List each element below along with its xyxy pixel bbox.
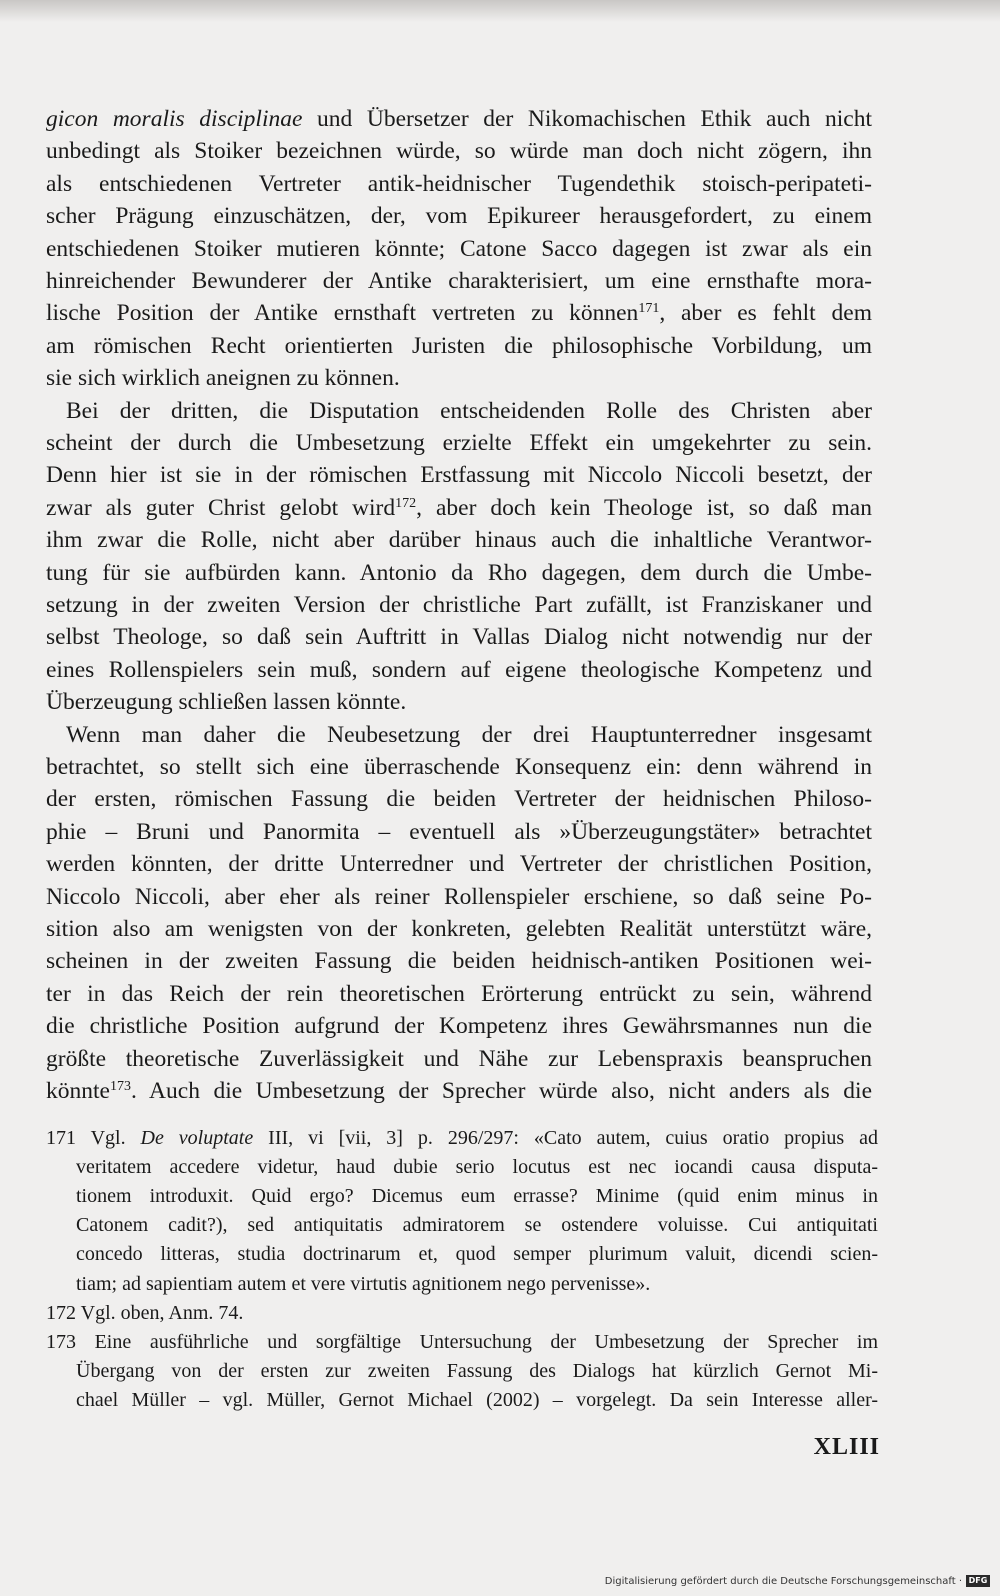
footnote-line: Übergang von der ersten zur zweiten Fassung des Dialogs hat kürzlich Gernot Mi- [76,1359,878,1382]
text-line: sie sich wirklich aneignen zu können. [46,365,400,392]
text-line: sition also am wenigsten von der konkreten, gelebten Realität unterstützt wäre, [46,916,872,942]
text-line: unbedingt als Stoiker bezeichnen würde, so würde man doch nicht zögern, ihn [46,138,872,165]
text-line: entschiedenen Stoiker mutieren könnte; Catone Sacco dagegen ist zwar als ein [46,235,872,262]
text-line: hinreichender Bewunderer der Antike charakterisiert, um eine ernsthafte mora- [46,268,872,294]
digitization-credit: Digitalisierung gefördert durch die Deutsche Forschungsgemeinschaft · [604,1576,962,1587]
footnote-line: 173 Eine ausführliche und sorgfältige Untersuchung der Umbesetzung der Sprecher im [46,1330,878,1353]
footnote-line: tiam; ad sapientiam autem et vere virtutis agnitionem nego pervenisse». [76,1272,651,1295]
text-line: scheinen in der zweiten Fassung die beiden heidnisch-antiken Positionen wei- [46,948,872,975]
footnote-line: tionem introduxit. Quid ergo? Dicemus eum errasse? Minime (quid enim minus in [76,1185,878,1208]
scan-top-shadow [0,0,1000,22]
text-line: ter in das Reich der rein theoretischen Erörterung entrückt zu sein, während [46,980,872,1007]
text-line: scher Prägung einzuschätzen, der, vom Epikureer herausgefordert, zu einem [46,203,872,230]
text-line: scheint der durch die Umbesetzung erzielte Effekt ein umgekehrter zu sein. [46,430,872,456]
footnote-line: chael Müller – vgl. Müller, Gernot Michael (2002) – vorgelegt. Da sein Interesse aller- [76,1388,878,1411]
text-line: zwar als guter Christ gelobt wird$^{172}$, aber doch kein Theologe ist, so daß man [46,494,872,521]
text-line: könnte$^{173}$. Auch die Umbesetzung der Sprecher würde also, nicht anders als die [46,1078,872,1104]
dfg-logo: DFG [966,1575,990,1587]
text-line: phie – Bruni und Panormita – eventuell als »Überzeugungstäter» betrachtet [46,818,872,845]
text-line: größte theoretische Zuverlässigkeit und Nähe zur Lebenspraxis beanspruchen [46,1045,872,1072]
text-line: eines Rollenspielers sein muß, sondern auf eigene theologische Kompetenz und [46,656,872,683]
text-line: Denn hier ist sie in der römischen Erstfassung mit Niccolo Niccoli besetzt, der [46,462,872,489]
text-line: Wenn man daher die Neubesetzung der drei Hauptunterredner insgesamt [66,721,872,748]
footnote-line: Catonem cadit?), sed antiquitatis admiratorem se ostendere voluisse. Cui antiquitati [76,1214,878,1237]
text-line: lische Position der Antike ernsthaft vertreten zu können$^{171}$, aber es fehlt dem [46,300,872,327]
text-line: werden könnten, der dritte Unterredner und Vertreter der christlichen Position, [46,851,872,878]
footnote-line: 172 Vgl. oben, Anm. 74. [46,1301,244,1324]
text-line: gicon moralis disciplinae und Übersetzer der Nikomachischen Ethik auch nicht [46,106,872,132]
text-line: Bei der dritten, die Disputation entscheidenden Rolle des Christen aber [66,397,872,424]
page-number: XLIII [813,1434,880,1460]
text-line: die christliche Position aufgrund der Kompetenz ihres Gewährsmannes nun die [46,1013,872,1040]
text-line: am römischen Recht orientierten Juristen die philosophische Vorbildung, um [46,332,872,359]
footnote-line: 171 Vgl. De voluptate III, vi [vii, 3] p. 296/297: «Cato autem, cuius oratio propius ad [46,1127,878,1149]
text-line: der ersten, römischen Fassung die beiden Vertreter der heidnischen Philoso- [46,786,872,813]
text-line: ihm zwar die Rolle, nicht aber darüber hinaus auch die inhaltliche Verantwor- [46,527,872,554]
text-line: tung für sie aufbürden kann. Antonio da Rho dagegen, dem durch die Umbe- [46,559,872,586]
footnote-line: concedo litteras, studia doctrinarum et, quod semper plurimum valuit, dicendi scien- [76,1243,878,1266]
text-line: Niccolo Niccoli, aber eher als reiner Rollenspieler erschiene, so daß seine Po- [46,883,872,910]
text-line: betrachtet, so stellt sich eine überraschende Konsequenz ein: denn während in [46,754,872,780]
text-line: Überzeugung schließen lassen könnte. [46,689,407,716]
footnote-line: veritatem accedere videtur, haud dubie serio locutus est nec iocandi causa disputa- [76,1156,878,1179]
text-line: als entschiedenen Vertreter antik-heidnischer Tugendethik stoisch-peripateti- [46,170,872,197]
text-line: setzung in der zweiten Version der christliche Part zufällt, ist Franziskaner und [46,592,872,618]
text-line: selbst Theologe, so daß sein Auftritt in Vallas Dialog nicht notwendig nur der [46,624,872,651]
